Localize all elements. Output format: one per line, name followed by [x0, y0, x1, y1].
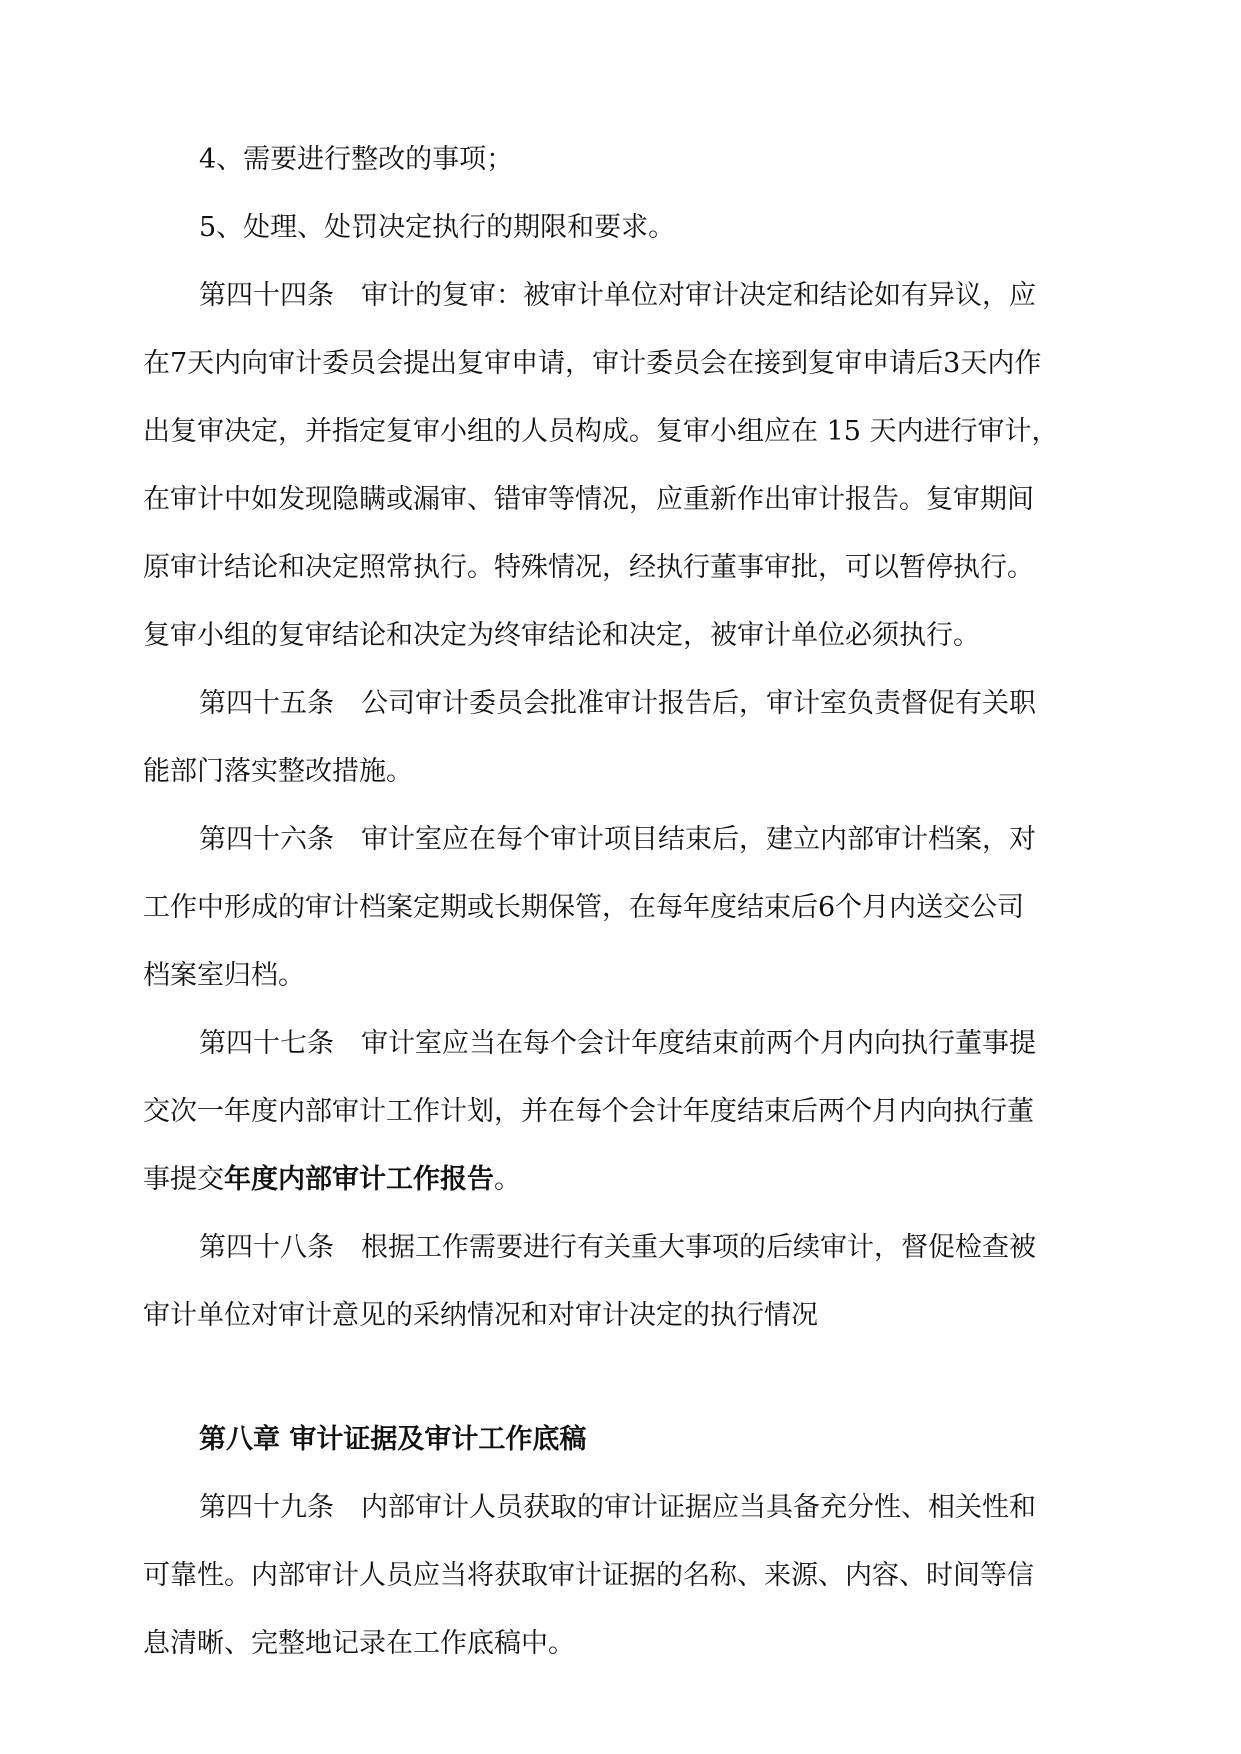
article-47-line-2: 交次一年度内部审计工作计划，并在每个会计年度结束后两个月内向执行董 — [143, 1096, 1034, 1127]
article-44-line-5: 原审计结论和决定照常执行。特殊情况，经执行董事审批，可以暂停执行。 — [143, 552, 1034, 583]
article-44-line-4: 在审计中如发现隐瞒或漏审、错审等情况，应重新作出审计报告。复审期间 — [143, 484, 1034, 515]
article-46-line-3: 档案室归档。 — [143, 960, 305, 991]
article-47-line-3-end: 。 — [494, 1164, 521, 1195]
article-47-line-1: 第四十七条 审计室应当在每个会计年度结束前两个月内向执行董事提 — [199, 1028, 1036, 1059]
article-44-line-1: 第四十四条 审计的复审：被审计单位对审计决定和结论如有异议，应 — [199, 280, 1036, 311]
article-47-line-3-start: 事提交 — [143, 1164, 224, 1195]
article-46-line-2: 工作中形成的审计档案定期或长期保管，在每年度结束后6个月内送交公司 — [143, 892, 1025, 923]
article-45-line-2: 能部门落实整改措施。 — [143, 756, 413, 787]
chapter-8-heading: 第八章 审计证据及审计工作底稿 — [199, 1424, 587, 1455]
article-45-line-1: 第四十五条 公司审计委员会批准审计报告后，审计室负责督促有关职 — [199, 688, 1036, 719]
article-49-line-3: 息清晰、完整地记录在工作底稿中。 — [143, 1628, 575, 1659]
article-49-line-2: 可靠性。内部审计人员应当将获取审计证据的名称、来源、内容、时间等信 — [143, 1560, 1034, 1591]
article-48-line-2: 审计单位对审计意见的采纳情况和对审计决定的执行情况 — [143, 1300, 818, 1331]
annual-report-emphasis: 年度内部审计工作报告 — [224, 1164, 494, 1195]
article-49-line-1: 第四十九条 内部审计人员获取的审计证据应当具备充分性、相关性和 — [199, 1492, 1036, 1523]
list-item-5: 5、处理、处罚决定执行的期限和要求。 — [199, 212, 676, 243]
list-item-4: 4、需要进行整改的事项； — [199, 144, 514, 175]
article-44-line-3: 出复审决定，并指定复审小组的人员构成。复审小组应在 15 天内进行审计， — [143, 416, 1059, 447]
article-44-line-6: 复审小组的复审结论和决定为终审结论和决定，被审计单位必须执行。 — [143, 620, 980, 651]
article-44-line-2: 在7天内向审计委员会提出复审申请，审计委员会在接到复审申请后3天内作 — [143, 348, 1042, 379]
article-47-line-3 — [143, 1162, 521, 1198]
article-48-line-1: 第四十八条 根据工作需要进行有关重大事项的后续审计，督促检查被 — [199, 1232, 1036, 1263]
article-46-line-1: 第四十六条 审计室应在每个审计项目结束后，建立内部审计档案，对 — [199, 824, 1036, 855]
